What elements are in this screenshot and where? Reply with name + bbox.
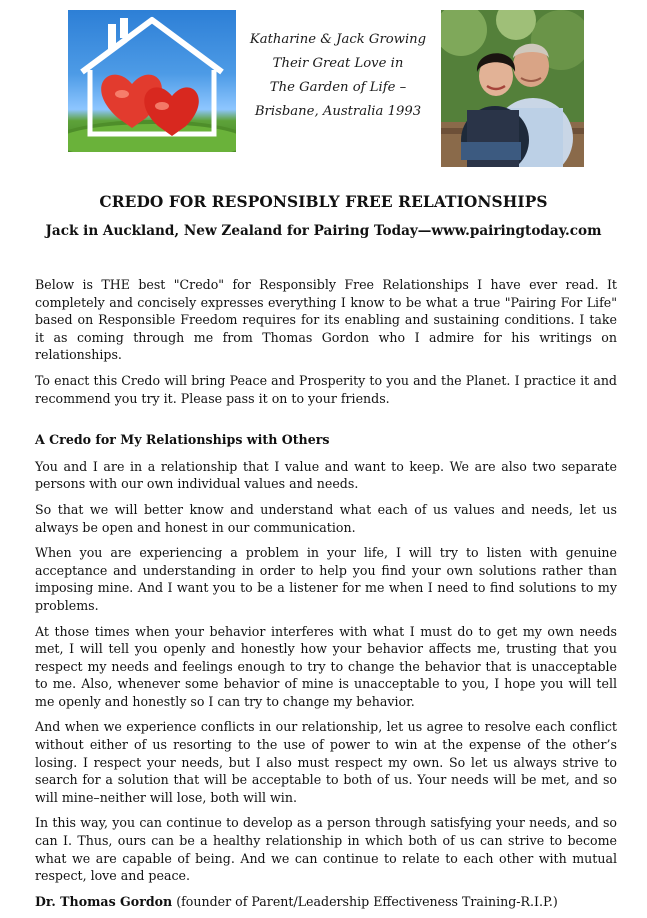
house-hearts-image	[68, 10, 236, 152]
credo-heading: A Credo for My Relationships with Others	[35, 432, 330, 448]
page-title: CREDO FOR RESPONSIBLY FREE RELATIONSHIPS	[99, 193, 548, 211]
credo-paragraph: You and I are in a relationship that I value and want to keep. We are also two separate persons with our own individual values and needs.	[35, 458, 617, 492]
intro-paragraph: Below is THE best "Credo" for Responsibly Free Relationships I have ever read. It completely and concisely expresses everything I know to be what a true "Pairing For Life" based on Responsible Freedom requires for its enabling and sustaining conditions. I take it as coming through me from Thomas Gordon who I admire for his writings on relationships.	[35, 277, 617, 363]
page-subtitle: Jack in Auckland, New Zealand for Pairing Today—www.pairingtoday.com	[45, 223, 602, 239]
couple-photo-icon	[441, 10, 584, 167]
credo-paragraph: And when we experience conflicts in our relationship, let us agree to resolve each conflict without either of us resorting to the use of power to win at the expense of the other’s losing. I respect your needs, but I also must respect my own. So let us always strive to search for a solution that will be acceptable to both of us. Your needs will be met, and so will mine–neither will lose, both will win.	[35, 719, 617, 805]
credo-paragraph: In this way, you can continue to develop as a person through satisfying your needs, and so can I. Thus, ours can be a healthy relationship in which both of us can strive to become what we are capable of being. And we can continue to relate to each other with mutual respect, love and peace.	[35, 815, 617, 884]
credo-paragraph: At those times when your behavior interferes with what I must do to get my own needs met, I will tell you openly and honestly how your behavior affects me, trusting that you respect my needs and feelings enough to try to change the behavior that is unacceptable to me. Also, whenever some behavior of mine is unacceptable to you, I hope you will tell me openly and honestly so I can try to change my behavior.	[35, 623, 617, 709]
credo-paragraph: So that we will better know and understand what each of us values and needs, let us always be open and honest in our communication.	[35, 501, 617, 535]
house-hearts-icon	[68, 10, 236, 152]
photo-caption	[238, 28, 438, 124]
signature	[35, 893, 617, 911]
caption-line: The Garden of Life –	[269, 80, 407, 95]
document-body	[35, 276, 617, 918]
caption-line: Katharine & Jack Growing	[249, 32, 427, 47]
header	[0, 0, 647, 175]
caption-line: Their Great Love in	[272, 56, 404, 71]
couple-photo	[441, 10, 584, 167]
caption-line: Brisbane, Australia 1993	[254, 104, 422, 119]
signature-name: Dr. Thomas Gordon	[35, 893, 173, 909]
signature-note: (founder of Parent/Leadership Effectiveness Training-R.I.P.)	[172, 893, 558, 909]
intro-paragraph: To enact this Credo will bring Peace and Prosperity to you and the Planet. I practice it and recommend you try it. Please pass it on to your friends.	[35, 372, 617, 406]
credo-paragraph: When you are experiencing a problem in your life, I will try to listen with genuine acceptance and understanding in order to help you find your own solutions rather than imposing mine. And I want you to be a listener for me when I need to find solutions to my problems.	[35, 545, 617, 613]
